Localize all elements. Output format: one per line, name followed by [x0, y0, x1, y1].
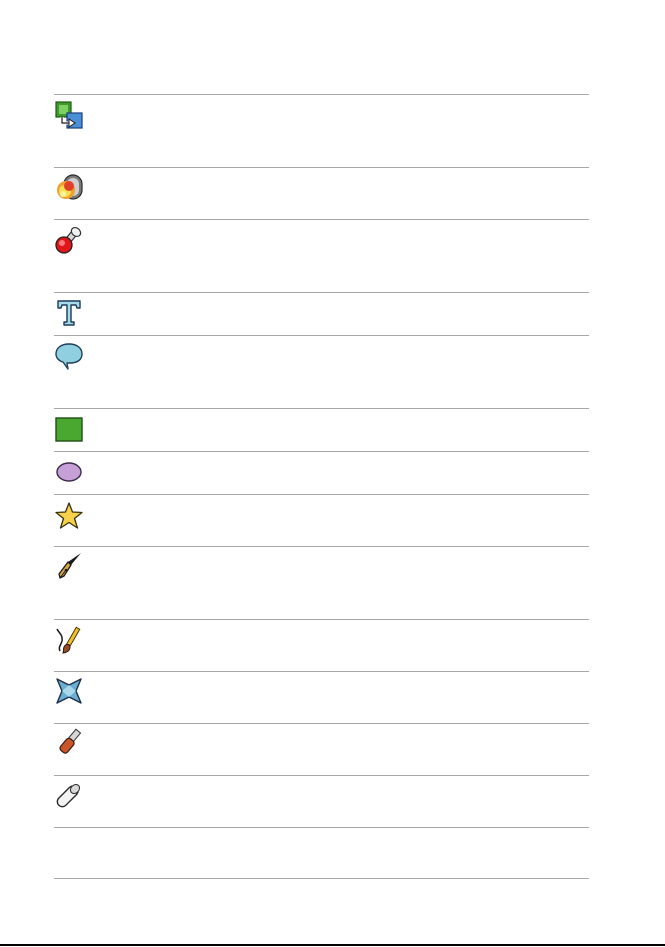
- table-rule: [54, 878, 589, 879]
- rectangle-icon: [54, 415, 84, 445]
- table-rule: [54, 827, 589, 828]
- table-rule: [54, 167, 589, 168]
- table-rule: [54, 292, 589, 293]
- transform-icon: [54, 100, 84, 130]
- table-rule: [54, 408, 589, 409]
- mesh-fill-icon: [54, 676, 84, 706]
- fill-icon: [54, 172, 84, 202]
- table-rule: [54, 775, 589, 776]
- text-icon: [54, 297, 84, 327]
- eraser-icon: [54, 781, 84, 811]
- polygon-icon: [54, 501, 84, 531]
- ellipse-icon: [54, 457, 84, 487]
- table-rule: [54, 546, 589, 547]
- paintbrush-icon: [54, 728, 84, 758]
- table-rule: [54, 619, 589, 620]
- freehand-icon: [54, 625, 84, 655]
- table-rule: [54, 723, 589, 724]
- table-rule: [54, 335, 589, 336]
- table-rule: [54, 219, 589, 220]
- table-rule: [54, 494, 589, 495]
- table-rule: [54, 94, 589, 95]
- pick-color-icon: [54, 226, 84, 256]
- pen-icon: [54, 551, 84, 581]
- page-bottom-rule: [0, 944, 665, 946]
- table-rule: [54, 671, 589, 672]
- table-rule: [54, 451, 589, 452]
- callout-icon: [54, 341, 84, 371]
